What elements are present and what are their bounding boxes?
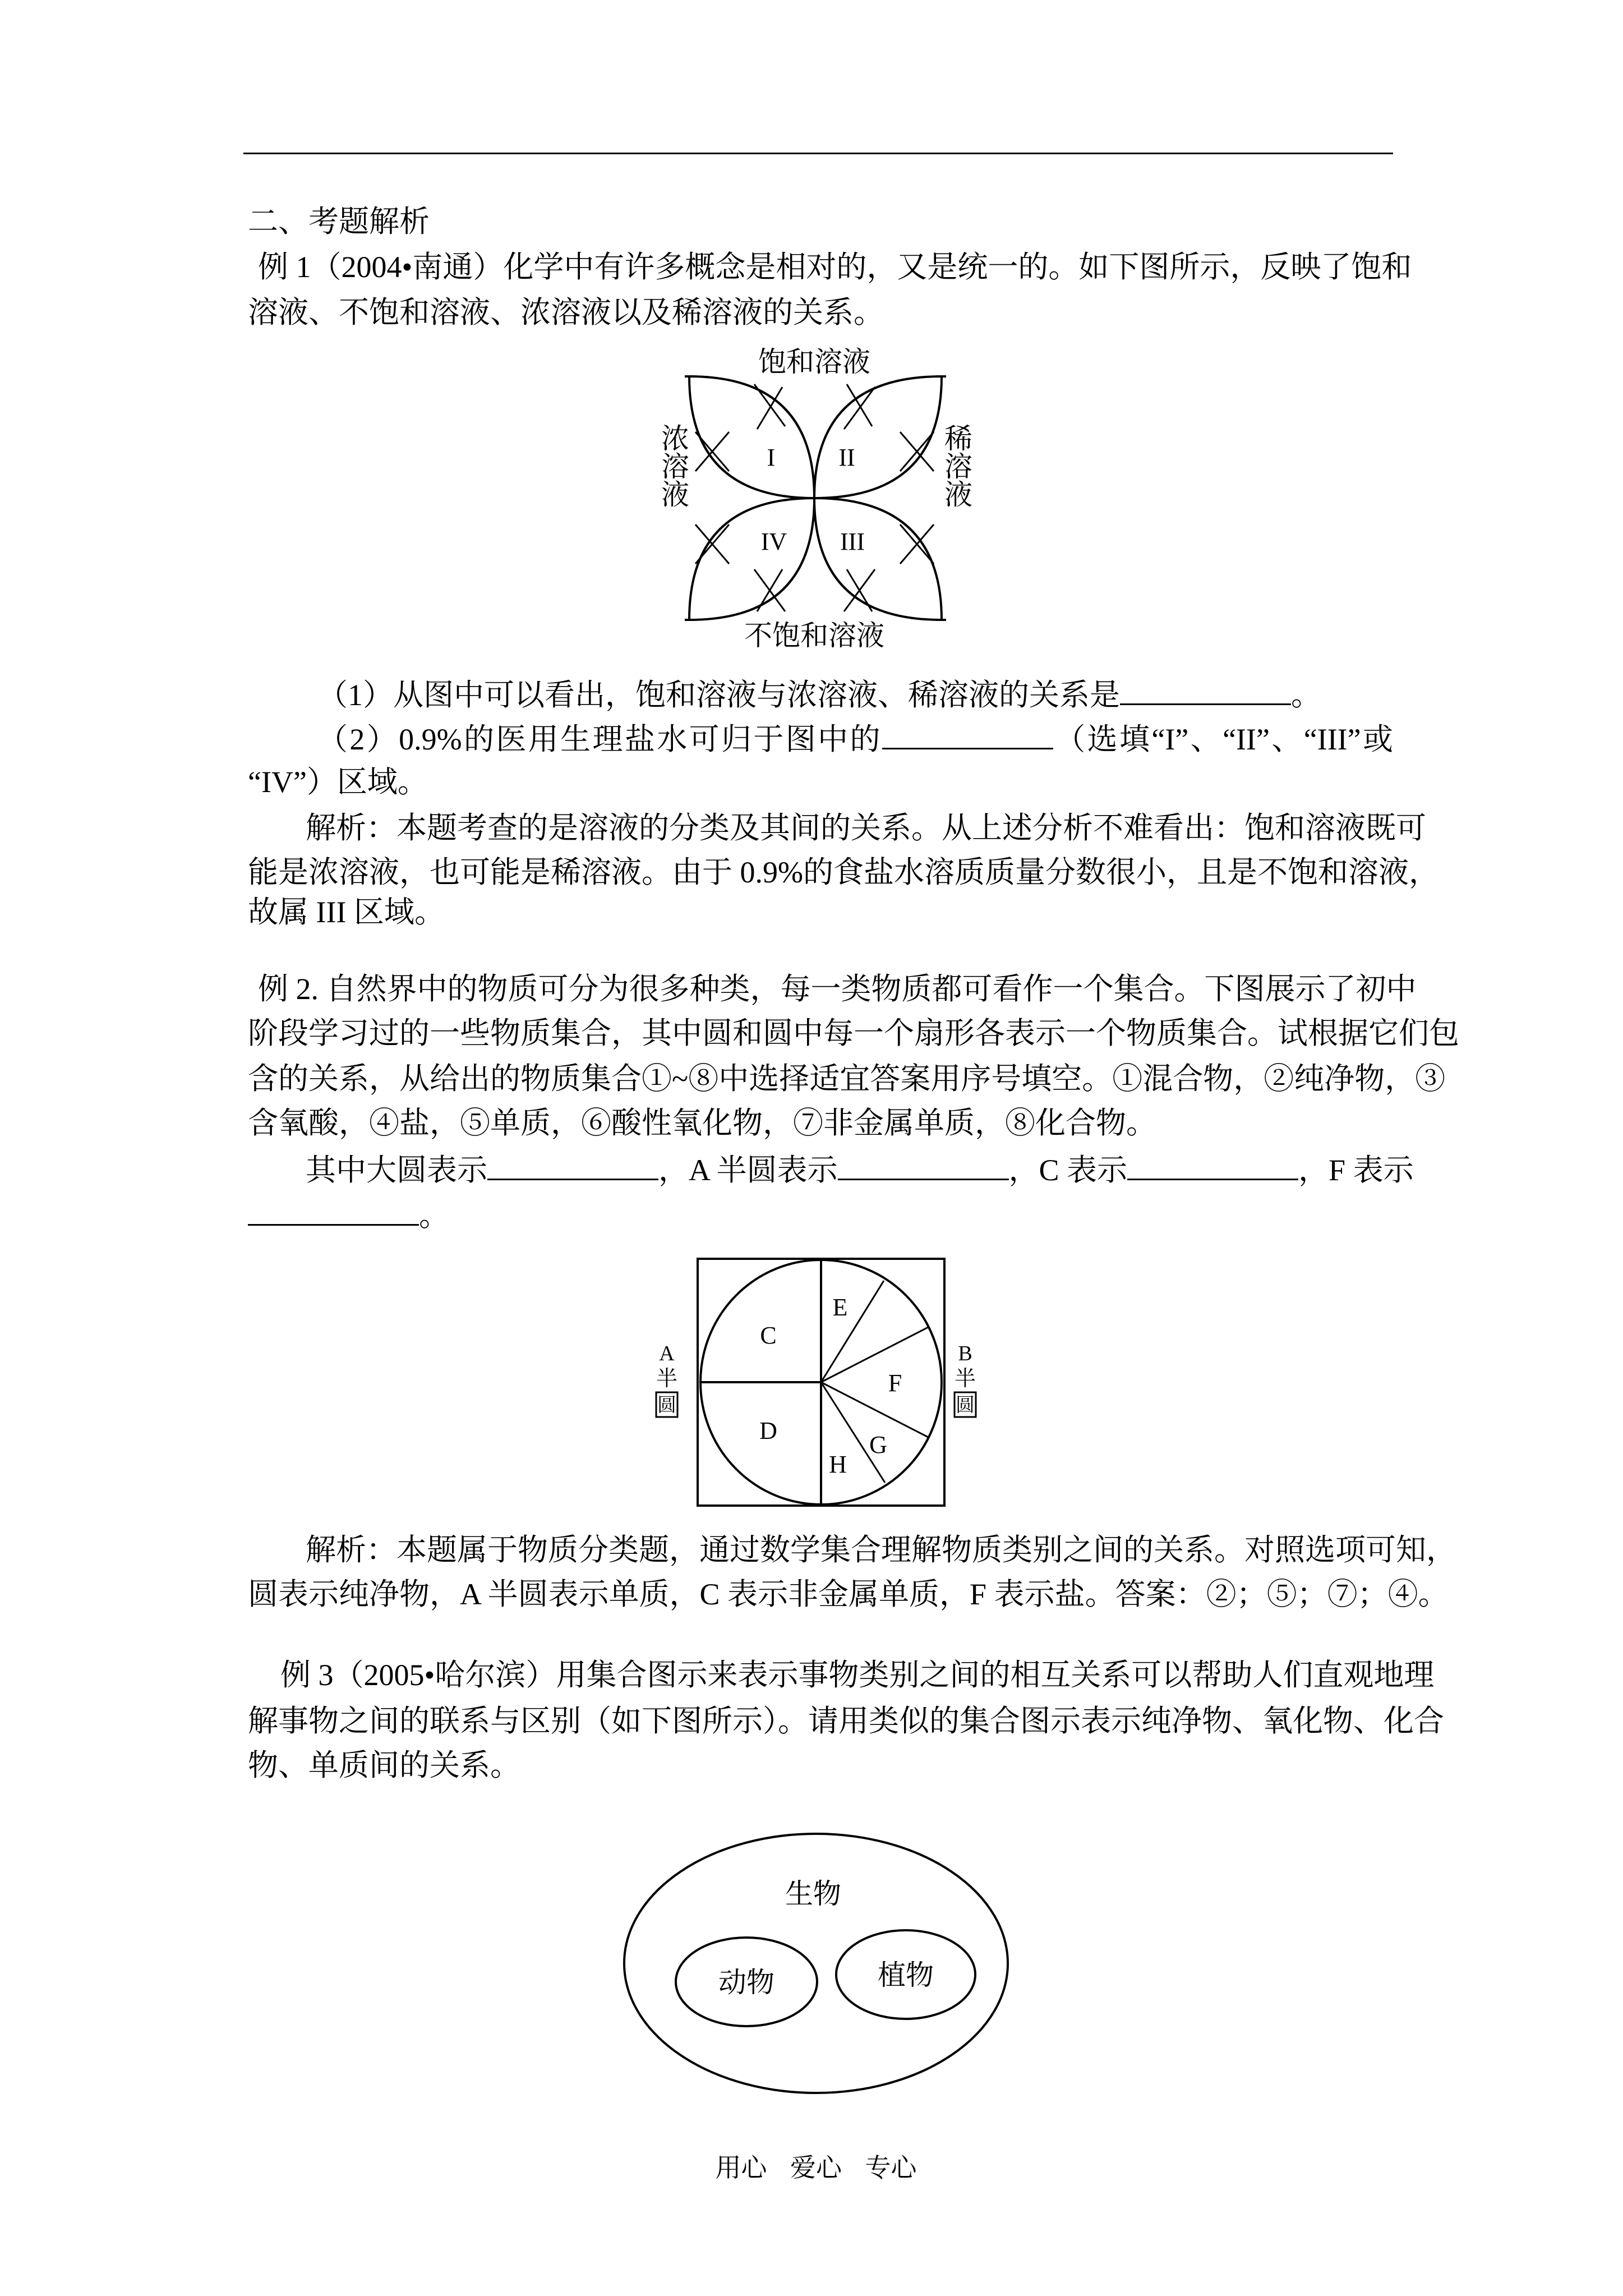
ex2-line1: 例 2. 自然界中的物质可分为很多种类，每一类物质都可看作一个集合。下图展示了初中: [258, 972, 1417, 1006]
sector-f: F: [888, 1369, 902, 1397]
label-a-ban: 半: [656, 1367, 678, 1391]
petal-top-left: [689, 376, 814, 498]
label-animals: 动物: [718, 1966, 774, 1999]
solution-petal-diagram: [685, 376, 946, 620]
sector-g: G: [869, 1431, 887, 1458]
ex1-line2: 溶液、不饱和溶液、浓溶液以及稀溶液的关系。: [248, 296, 884, 329]
ex2-analysis-2: 圆表示纯净物，A 半圆表示单质，C 表示非金属单质，F 表示盐。答案：②；⑤；⑦；④。: [248, 1577, 1449, 1611]
ex2-fill-line2: 。: [248, 1195, 449, 1235]
label-organisms: 生物: [785, 1878, 841, 1910]
ex1-q2-line2: “IV”）区域。: [248, 765, 428, 799]
label-plants: 植物: [878, 1959, 934, 1991]
region-1: I: [767, 444, 776, 471]
ex2-analysis-1: 解析：本题属于物质分类题，通过数学集合理解物质类别之间的关系。对照选项可知，: [306, 1533, 1456, 1567]
answer-blank[interactable]: [1120, 674, 1291, 705]
answer-blank[interactable]: [248, 1195, 419, 1226]
ex3-line1: 例 3（2005•哈尔滨）用集合图示来表示事物类别之间的相互关系可以帮助人们直观地理: [280, 1658, 1435, 1692]
set-circle-diagram: [698, 1259, 944, 1506]
sector-d: D: [759, 1417, 777, 1444]
ex1-analysis-1: 解析：本题考查的是溶液的分类及其间的关系。从上述分析不难看出：饱和溶液既可: [306, 811, 1426, 845]
ex1-q1: （1）从图中可以看出，饱和溶液与浓溶液、稀溶液的关系是 。: [317, 674, 1321, 715]
region-3: III: [840, 528, 865, 555]
sector-h: H: [829, 1451, 847, 1478]
region-4: IV: [760, 528, 787, 555]
label-b-yuan: 圆: [956, 1395, 975, 1416]
petal-bottom-right: [814, 498, 942, 620]
label-a: A: [659, 1342, 675, 1365]
label-a-yuan: 圆: [657, 1395, 676, 1416]
petal-bottom-left: [689, 498, 814, 620]
sector-c: C: [760, 1322, 777, 1349]
page-footer: 用心 爱心 专心: [715, 2154, 917, 2182]
ex1-q2: （2）0.9%的医用生理盐水可归于图中的 （选填“I”、“II”、“III”或: [317, 719, 1393, 759]
answer-blank[interactable]: [1127, 1149, 1298, 1180]
region-2: II: [838, 444, 855, 471]
biology-set-diagram: [624, 1834, 1008, 2093]
ex1-line1: 例 1（2004•南通）化学中有许多概念是相对的，又是统一的。如下图所示，反映了饱和: [258, 250, 1412, 284]
petal-top-right: [814, 376, 942, 498]
ex2-line4: 含氧酸，④盐，⑤单质，⑥酸性氧化物，⑦非金属单质，⑧化合物。: [248, 1106, 1156, 1140]
ex2-line2: 阶段学习过的一些物质集合，其中圆和圆中每一个扇形各表示一个物质集合。试根据它们包: [248, 1016, 1459, 1050]
ex3-line3: 物、单质间的关系。: [248, 1749, 520, 1782]
label-dilute: 稀溶液: [940, 424, 972, 508]
section-title: 二、考题解析: [248, 205, 430, 238]
sector-e: E: [832, 1294, 848, 1321]
ex3-line2: 解事物之间的联系与区别（如下图所示）。请用类似的集合图示表示纯净物、氧化物、化合: [248, 1704, 1444, 1738]
label-b-ban: 半: [954, 1367, 976, 1391]
answer-blank[interactable]: [838, 1149, 1009, 1180]
answer-blank[interactable]: [487, 1149, 658, 1180]
label-unsaturated: 不饱和溶液: [744, 619, 884, 652]
ex2-line3: 含的关系，从给出的物质集合①~⑧中选择适宜答案用序号填空。①混合物，②纯净物，③: [248, 1062, 1446, 1096]
label-concentrated: 浓溶液: [657, 424, 689, 508]
label-b: B: [958, 1342, 972, 1365]
ex1-analysis-3: 故属 III 区域。: [248, 895, 445, 929]
answer-blank[interactable]: [882, 719, 1053, 749]
ex2-fill-line: 其中大圆表示 ，A 半圆表示 ，C 表示 ，F 表示: [306, 1149, 1393, 1190]
ex1-analysis-2: 能是浓溶液，也可能是稀溶液。由于 0.9%的食盐水溶质质量分数很小，且是不饱和溶液，: [248, 855, 1439, 889]
label-saturated: 饱和溶液: [758, 346, 870, 378]
